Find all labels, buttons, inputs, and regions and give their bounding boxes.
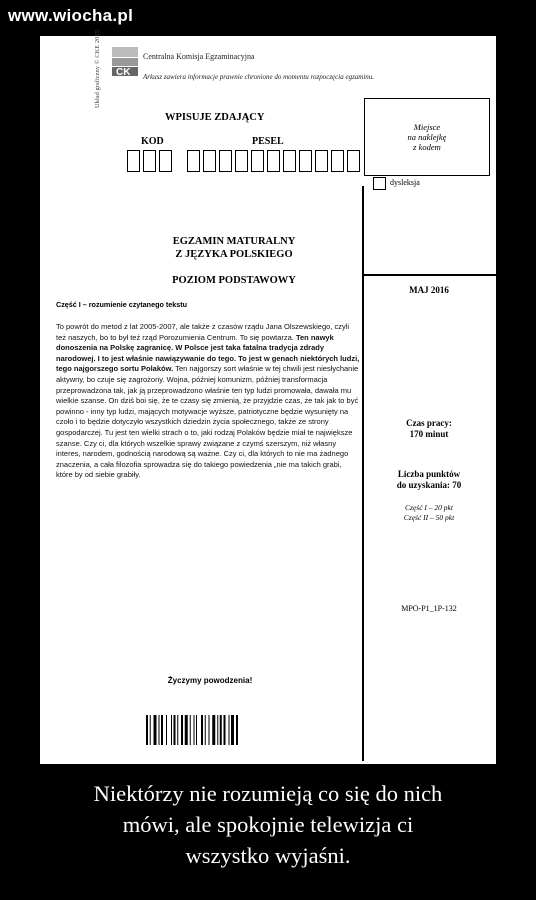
- points-label: Liczba punktów: [397, 469, 461, 479]
- sticker-line-3: z kodem: [413, 142, 441, 152]
- exam-date: MAJ 2016: [409, 285, 449, 295]
- org-name: Centralna Komisja Egzaminacyjna: [143, 52, 255, 61]
- pesel-input[interactable]: [187, 150, 363, 172]
- good-luck: Życzymy powodzenia!: [167, 676, 253, 685]
- exam-sheet: [40, 30, 496, 764]
- passage-segment-3: Ten najgorszy sort właśnie w tej chwili jest niesłychanie aktywny, bo czuje się zagrożony. Wojna, później komunizm, później transformacja przeprowadzona tak, jak ją przeprowadzono właśnie ten typ ludzi promowała, dawała mu wielkie szanse. On dziś boi się, że te czasy się zmienią, że przyjdzie czas, że tak jak to być powinno - inny typ ludzi, mających motywacje wyższe, patriotyczne będzie wysunięty na czoło i to będzie dotyczyło wszystkich dziedzin życia społecznego, także ze strony gospodarczej. Tu jest ten wielki strach o to, jaki rodzaj Polaków będzie miał te największe szanse. Czy ci, dla których wszelkie sprawy związane z czymś szerszym, niż własny interes, narodem, godnością narodową są ważne. Czy ci, dla których to nie ma żadnego znaczenia, a cała filozofia sprowadza się do takiego powiedzenia „nie ma takich grabi, które by od siebie grabiły.: [56, 364, 359, 480]
- sticker-box: [364, 98, 490, 176]
- kod-label: KOD: [141, 136, 164, 147]
- watermark: www.wiocha.pl: [8, 6, 134, 25]
- divider-horizontal: [362, 274, 496, 276]
- caption-line-2: mówi, ale spokojnie telewizja ci: [122, 812, 414, 837]
- exam-title: [110, 235, 358, 261]
- caption: [0, 778, 536, 871]
- sticker-line-1: Miejsce: [413, 122, 441, 132]
- passage-segment-2: Ten nawyk donoszenia na Polskę zagranicę. W Polsce jest taka fatalna tradycja zdrady narodowej. I to jest właśnie nawiązywanie do tego. To jest w genach niektórych ludzi, tego najgorszego sortu Polaków.: [56, 332, 360, 374]
- cke-logo-icon: [108, 44, 142, 78]
- title-line-1: EGZAMIN MATURALNY: [172, 236, 296, 247]
- dyslexia-checkbox[interactable]: [373, 177, 386, 190]
- dyslexia-label: dysleksja: [390, 178, 420, 187]
- part1-points: Część I – 20 pkt: [405, 503, 453, 512]
- points-info: [364, 469, 494, 491]
- exam-level: POZIOM PODSTAWOWY: [172, 275, 296, 286]
- parts-points: [364, 503, 494, 523]
- time-info: [364, 418, 494, 440]
- student-fills-label: WPISUJE ZDAJĄCY: [165, 112, 265, 123]
- part2-points: Część II – 50 pkt: [403, 513, 455, 522]
- side-code: Układ graficzny © CKE 2015: [94, 30, 101, 108]
- sticker-line-2: na naklejkę: [407, 132, 447, 142]
- kod-input[interactable]: [127, 150, 175, 172]
- points-value: do uzyskania: 70: [396, 480, 462, 490]
- passage-segment-1: To powrót do metod z lat 2005-2007, ale także z czasów rządu Jana Olszewskiego, czyli też naszych, bo to był też rząd Porozumienia Centrum. To się powtarza.: [56, 322, 350, 342]
- svg-text:CK: CK: [116, 67, 131, 78]
- confidential-note: Arkusz zawiera informacje prawnie chronione do momentu rozpoczęcia egzaminu.: [143, 73, 375, 81]
- caption-line-3: wszystko wyjaśni.: [185, 843, 351, 868]
- caption-line-1: Niektórzy nie rozumieją co się do nich: [93, 781, 443, 806]
- part-heading: Część I – rozumienie czytanego tekstu: [56, 300, 188, 309]
- barcode-icon: [144, 715, 264, 745]
- pesel-label: PESEL: [252, 136, 284, 147]
- reading-passage: [56, 322, 360, 481]
- title-line-2: Z JĘZYKA POLSKIEGO: [175, 249, 293, 260]
- time-value: 170 minut: [409, 429, 449, 439]
- time-label: Czas pracy:: [406, 418, 452, 428]
- form-code: MPO-P1_1P-132: [401, 604, 457, 613]
